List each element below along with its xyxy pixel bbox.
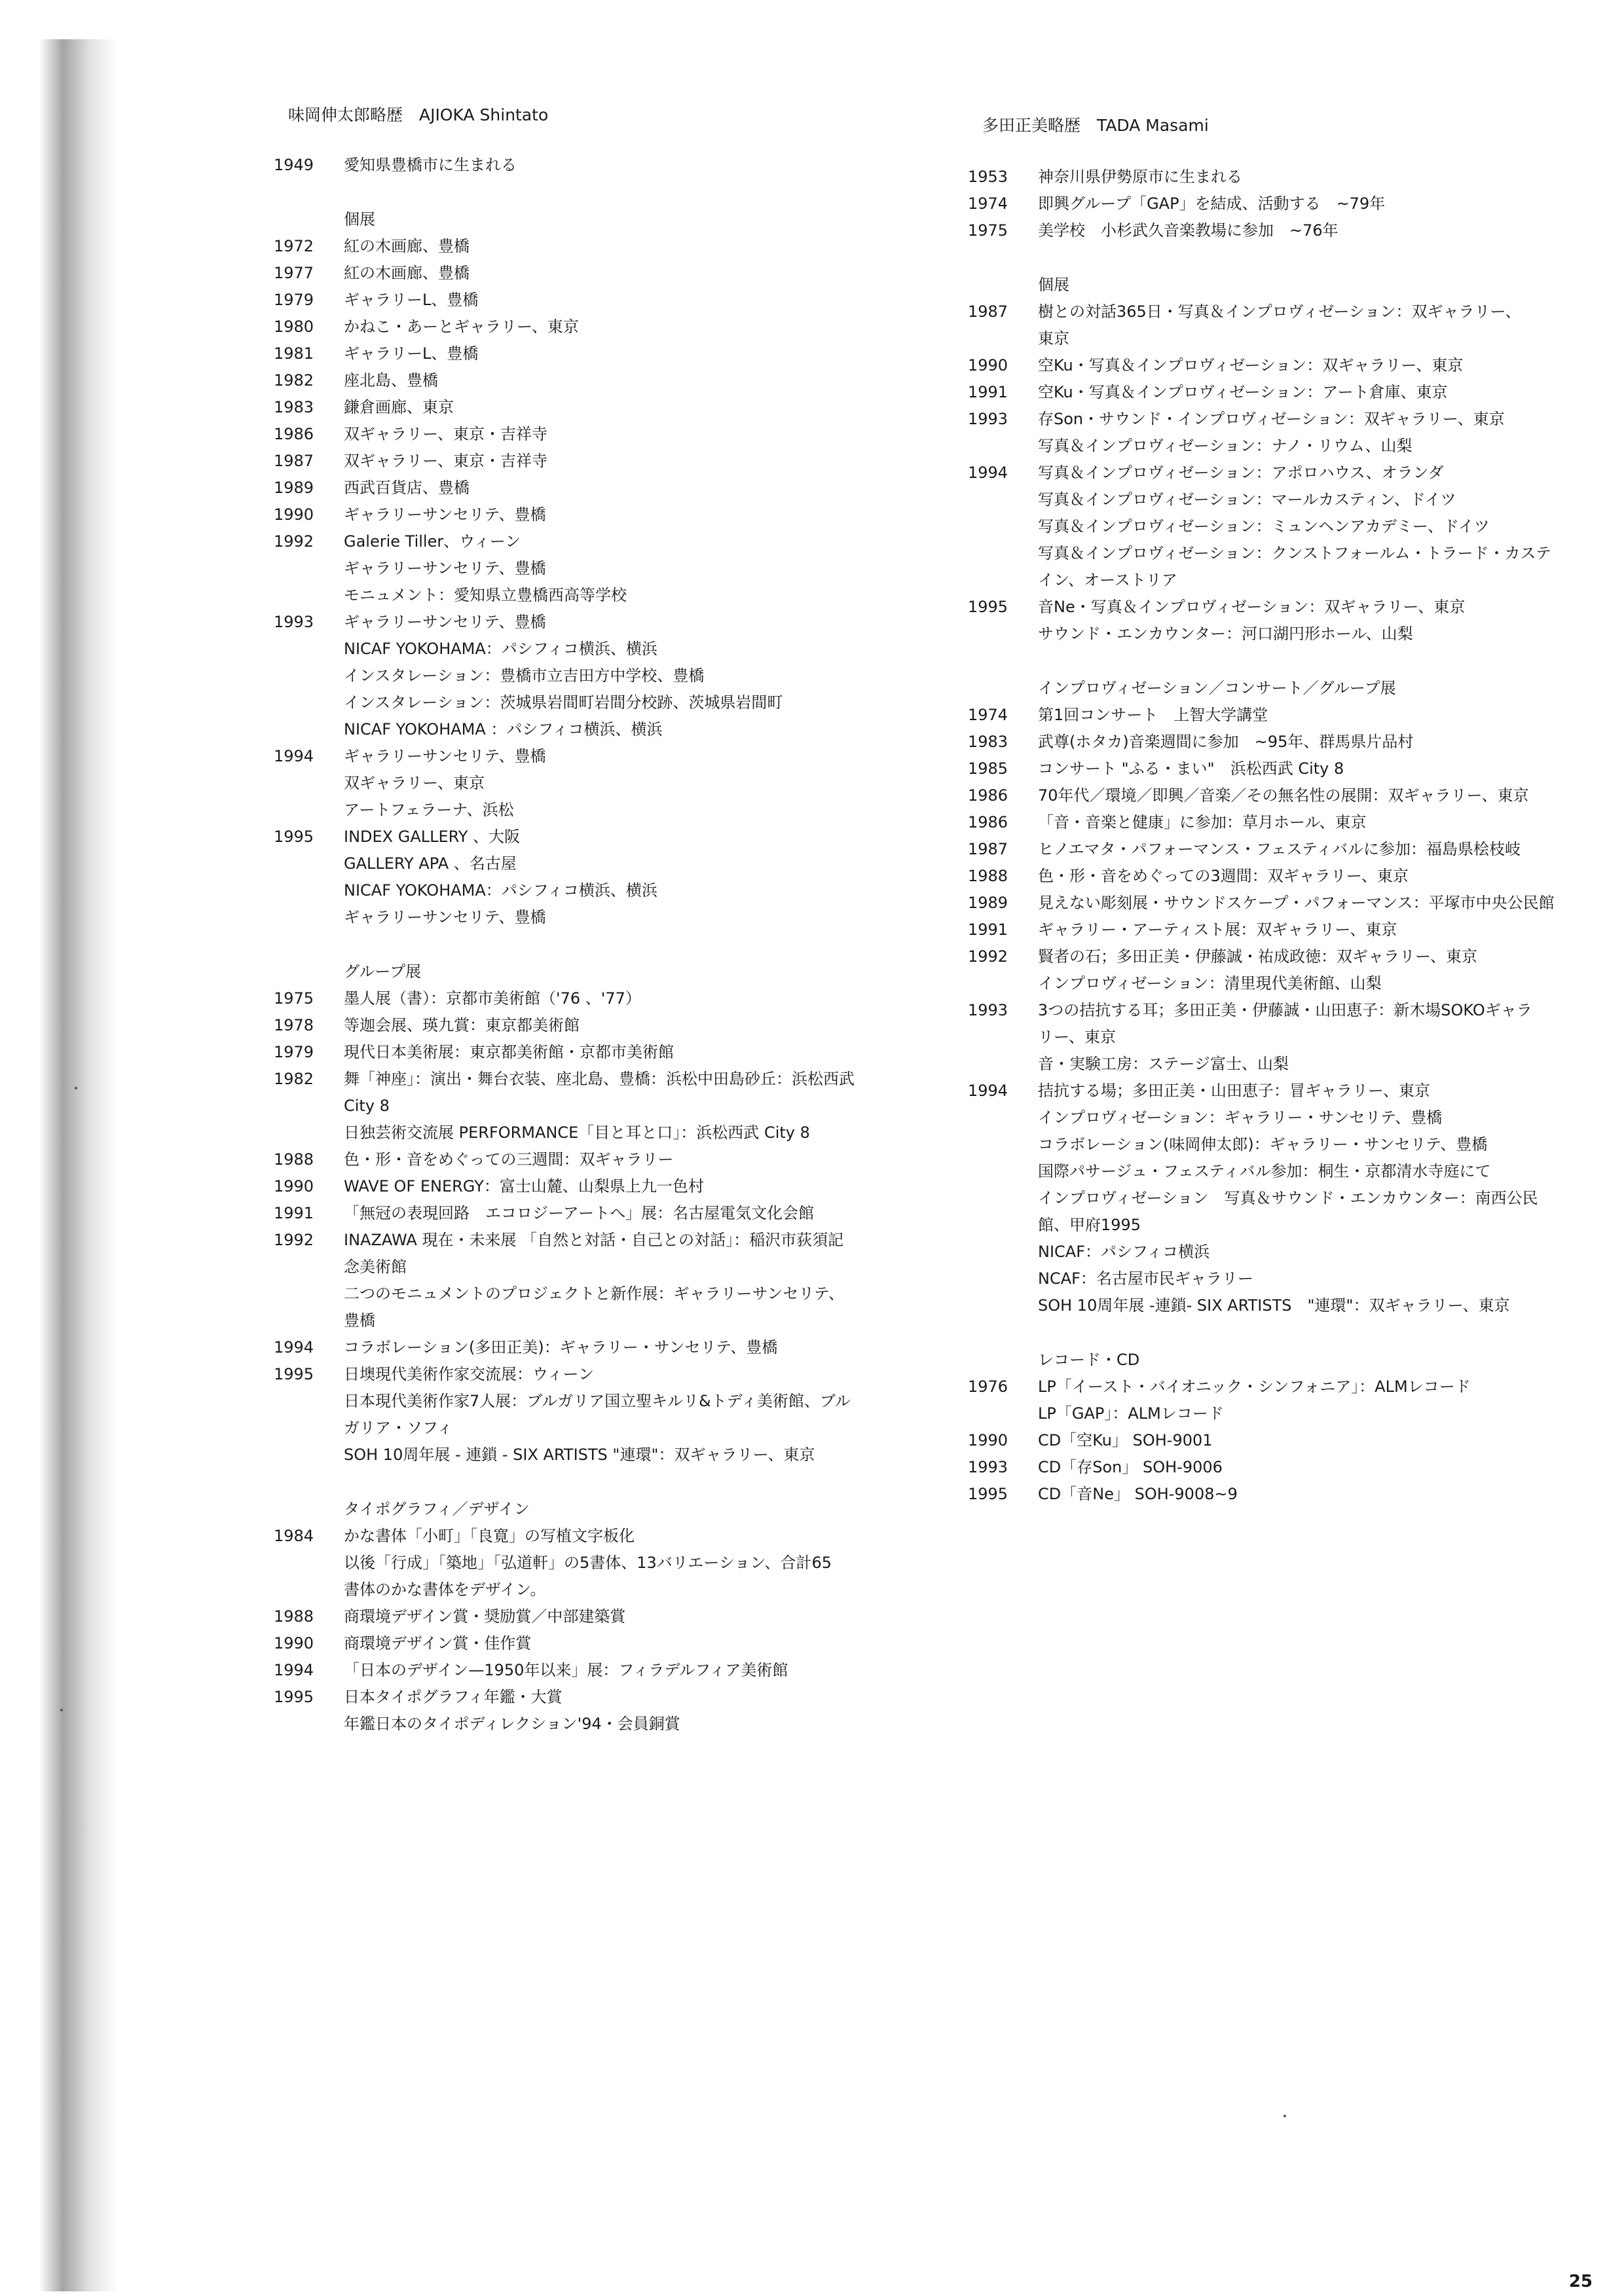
bio-entry (963, 352, 1617, 379)
bio-entry (268, 1684, 923, 1738)
entry-year: 1993 (274, 613, 314, 631)
bio-entry (268, 394, 923, 421)
section-heading: タイポグラフィ／デザイン (344, 1500, 530, 1518)
entry-lines (344, 1630, 923, 1657)
bio-section (963, 164, 1617, 244)
entry-line: 愛知県豊橋市に生まれる (344, 156, 517, 174)
bio-entry (963, 217, 1617, 244)
bio-entry (268, 1012, 923, 1039)
entry-line: 3つの拮抗する耳；多田正美・伊藤誠・山田恵子：新木場SOKOギャラ (1038, 1001, 1532, 1019)
entry-lines (344, 743, 923, 824)
entry-year: 1986 (968, 786, 1008, 805)
entry-lines (344, 528, 923, 609)
entry-line: CD「空Ku」 SOH-9001 (1038, 1431, 1213, 1449)
entry-lines (1038, 1454, 1617, 1481)
entry-line: 写真＆インプロヴィゼーション：ミュンヘンアカデミー、ドイツ (1038, 517, 1490, 536)
entry-line: 書体のかな書体をデザイン。 (344, 1580, 546, 1599)
entry-line: アートフェラーナ、浜松 (344, 801, 514, 819)
bio-entry (963, 917, 1617, 943)
entry-lines (344, 1200, 923, 1227)
bio-section (963, 675, 1617, 1319)
entry-line: 等迦会展、瑛九賞：東京都美術館 (344, 1016, 580, 1034)
entry-year: 1981 (274, 344, 314, 363)
section-heading: 個展 (1038, 276, 1069, 294)
entry-line: 第1回コンサート 上智大学講堂 (1038, 706, 1268, 724)
entry-line: 館、甲府1995 (1038, 1216, 1141, 1234)
bio-entry (268, 287, 923, 314)
entry-year: 1975 (968, 221, 1008, 240)
bio-entry (268, 1361, 923, 1468)
bio-entry (963, 943, 1617, 997)
entry-lines (344, 367, 923, 394)
bio-entry (963, 406, 1617, 460)
bio-entry (963, 756, 1617, 782)
bio-section (268, 152, 923, 179)
entry-year: 1993 (968, 1458, 1008, 1476)
entry-lines (344, 1227, 923, 1334)
entry-lines (1038, 997, 1617, 1078)
bio-entry (268, 501, 923, 528)
entry-line: 紅の木画廊、豊橋 (344, 237, 470, 255)
entry-line: インスタレーション：茨城県岩間町岩間分校跡、茨城県岩間町 (344, 693, 783, 712)
entry-lines (344, 314, 923, 340)
entry-year: 1995 (968, 598, 1008, 616)
entry-line: SOH 10周年展 -連鎖- SIX ARTISTS "連環"：双ギャラリー、東京 (1038, 1296, 1510, 1315)
entry-line: インプロヴィゼーション：清里現代美術館、山梨 (1038, 974, 1382, 993)
bio-entry (963, 1427, 1617, 1454)
entry-line: コラボレーション(味岡伸太郎)：ギャラリー・サンセリテ、豊橋 (1038, 1135, 1488, 1154)
entry-year: 1974 (968, 194, 1008, 213)
entry-lines (1038, 1078, 1617, 1319)
bio-entry (268, 233, 923, 260)
entry-lines (1038, 863, 1617, 890)
entry-lines (344, 1657, 923, 1684)
bio-entry (268, 314, 923, 340)
bio-entry (963, 782, 1617, 809)
entry-line: 武尊(ホタカ)音楽週間に参加 ~95年、群馬県片品村 (1038, 733, 1414, 751)
entry-lines (344, 340, 923, 367)
entry-year: 1953 (968, 168, 1008, 186)
bio-entry (963, 379, 1617, 406)
entry-year: 1989 (274, 479, 314, 497)
entry-year: 1986 (968, 813, 1008, 831)
entry-year: 1988 (274, 1150, 314, 1169)
bio-entry (268, 367, 923, 394)
entry-line: 音Ne・写真＆インプロヴィゼーション：双ギャラリー、東京 (1038, 598, 1466, 616)
entry-lines (344, 1684, 923, 1738)
entry-year: 1990 (968, 1431, 1008, 1449)
entry-year: 1994 (274, 1661, 314, 1679)
bio-entry (268, 448, 923, 475)
entry-lines (1038, 809, 1617, 836)
bio-entry (268, 421, 923, 448)
entry-line: NICAF YOKOHAMA ：パシフィコ横浜、横浜 (344, 720, 663, 738)
entry-year: 1995 (968, 1485, 1008, 1503)
entry-lines (344, 501, 923, 528)
bio-entry (268, 340, 923, 367)
entry-line: NICAF：パシフィコ横浜 (1038, 1243, 1210, 1261)
entry-lines (344, 421, 923, 448)
entry-year: 1991 (968, 920, 1008, 939)
entry-line: 双ギャラリー、東京・吉祥寺 (344, 452, 548, 470)
entry-line: City 8 (344, 1097, 390, 1115)
entry-lines (344, 287, 923, 314)
bio-entry (963, 1374, 1617, 1427)
bio-entry (268, 1066, 923, 1146)
entry-year: 1988 (968, 867, 1008, 885)
scan-shadow-edge (39, 39, 118, 2291)
entry-lines (344, 394, 923, 421)
entry-line: CD「存Son」 SOH-9006 (1038, 1458, 1223, 1476)
entry-line: NCAF：名古屋市民ギャラリー (1038, 1269, 1253, 1288)
entry-year: 1993 (968, 1001, 1008, 1019)
entry-lines (344, 609, 923, 743)
bio-entry (268, 1200, 923, 1227)
entry-lines (344, 1334, 923, 1361)
entry-line: 日本タイポグラフィ年鑑・大賞 (344, 1688, 563, 1706)
entry-year: 1989 (968, 894, 1008, 912)
entry-year: 1988 (274, 1607, 314, 1626)
entry-year: 1994 (968, 1082, 1008, 1100)
entry-line: WAVE OF ENERGY：富士山麓、山梨県上九一色村 (344, 1177, 704, 1195)
entry-line: 鎌倉画廊、東京 (344, 398, 454, 416)
section-heading: インプロヴィゼーション／コンサート／グループ展 (1038, 679, 1396, 697)
entry-year: 1979 (274, 1043, 314, 1061)
bio-entry (963, 460, 1617, 594)
entry-year: 1978 (274, 1016, 314, 1034)
tada-biography-title: 多田正美略歴 TADA Masami (982, 116, 1209, 135)
bio-section (963, 1347, 1617, 1508)
bio-entry (268, 1523, 923, 1603)
entry-line: 舞「神座」：演出・舞台衣装、座北島、豊橋：浜松中田島砂丘：浜松西武 (344, 1070, 855, 1088)
entry-line: Galerie Tiller、ウィーン (344, 532, 521, 551)
entry-line: サウンド・エンカウンター：河口湖円形ホール、山梨 (1038, 625, 1413, 643)
entry-line: 国際パサージュ・フェスティバル参加：桐生・京都清水寺庭にて (1038, 1162, 1491, 1180)
bio-entry (963, 594, 1617, 647)
bio-entry (268, 824, 923, 931)
entry-line: 日独芸術交流展 PERFORMANCE「目と耳と口」：浜松西武 City 8 (344, 1123, 810, 1142)
entry-lines (1038, 406, 1617, 460)
entry-line: ヒノエマタ・パフォーマンス・フェスティバルに参加：福島県桧枝岐 (1038, 840, 1521, 858)
entry-line: 賢者の石；多田正美・伊藤誠・祐成政徳：双ギャラリー、東京 (1038, 947, 1478, 966)
entry-line: ギャラリーサンセリテ、豊橋 (344, 908, 546, 926)
entry-lines (1038, 594, 1617, 647)
bio-entry (963, 809, 1617, 836)
bio-entry (268, 528, 923, 609)
entry-lines (1038, 217, 1617, 244)
bio-entry (963, 299, 1617, 352)
entry-lines (1038, 943, 1617, 997)
entry-lines (344, 1603, 923, 1630)
bio-entry (963, 729, 1617, 756)
entry-lines (1038, 1374, 1617, 1427)
entry-year: 1987 (968, 840, 1008, 858)
entry-line: インプロヴィゼーション：ギャラリー・サンセリテ、豊橋 (1038, 1108, 1443, 1127)
scan-speck (60, 1709, 63, 1711)
entry-line: モニュメント：愛知県立豊橋西高等学校 (344, 586, 627, 604)
entry-line: 双ギャラリー、東京・吉祥寺 (344, 425, 548, 443)
bio-entry (268, 743, 923, 824)
entry-line: 写真＆インプロヴィゼーション：マールカスティン、ドイツ (1038, 490, 1456, 509)
bio-entry (963, 1078, 1617, 1319)
entry-line: 存Son・サウンド・インプロヴィゼーション：双ギャラリー、東京 (1038, 410, 1505, 428)
entry-line: ギャラリーサンセリテ、豊橋 (344, 559, 546, 577)
entry-line: ギャラリー・アーティスト展：双ギャラリー、東京 (1038, 920, 1397, 939)
entry-year: 1995 (274, 828, 314, 846)
entry-line: 拮抗する場；多田正美・山田恵子：冒ギャラリー、東京 (1038, 1082, 1431, 1100)
entry-line: 70年代／環境／即興／音楽／その無名性の展開：双ギャラリー、東京 (1038, 786, 1529, 805)
entry-line: 神奈川県伊勢原市に生まれる (1038, 168, 1242, 186)
bio-entry (268, 475, 923, 501)
entry-lines (1038, 379, 1617, 406)
entry-lines (344, 1039, 923, 1066)
entry-lines (1038, 460, 1617, 594)
entry-lines (344, 233, 923, 260)
entry-lines (1038, 1427, 1617, 1454)
entry-year: 1990 (274, 1177, 314, 1195)
entry-line: コラボレーション(多田正美)：ギャラリー・サンセリテ、豊橋 (344, 1338, 778, 1357)
entry-line: ギャラリーサンセリテ、豊橋 (344, 613, 546, 631)
entry-year: 1987 (968, 302, 1008, 321)
entry-year: 1993 (968, 410, 1008, 428)
entry-line: 現代日本美術展：東京都美術館・京都市美術館 (344, 1043, 674, 1061)
entry-lines (1038, 164, 1617, 191)
bio-entry (268, 1630, 923, 1657)
bio-entry (963, 191, 1617, 217)
bio-entry (268, 1603, 923, 1630)
entry-line: 「無冠の表現回路 エコロジーアートへ」展：名古屋電気文化会館 (344, 1204, 815, 1222)
bio-entry (963, 164, 1617, 191)
entry-line: 東京 (1038, 329, 1069, 348)
entry-line: かな書体「小町」「良寛」の写植文字板化 (344, 1527, 635, 1545)
scan-speck (75, 1087, 77, 1089)
entry-line: LP「GAP」：ALMレコード (1038, 1404, 1224, 1423)
entry-line: 空Ku・写真＆インプロヴィゼーション：双ギャラリー、東京 (1038, 356, 1464, 374)
entry-line: ガリア・ソフィ (344, 1419, 453, 1437)
entry-line: インプロヴィゼーション 写真＆サウンド・エンカウンター：南西公民 (1038, 1189, 1538, 1207)
entry-line: INDEX GALLERY 、大阪 (344, 828, 521, 846)
entry-year: 1992 (968, 947, 1008, 966)
entry-line: CD「音Ne」 SOH-9008~9 (1038, 1485, 1238, 1503)
entry-year: 1987 (274, 452, 314, 470)
entry-lines (344, 1361, 923, 1468)
entry-year: 1949 (274, 156, 314, 174)
entry-lines (344, 152, 923, 179)
entry-year: 1975 (274, 989, 314, 1008)
entry-lines (344, 1173, 923, 1200)
entry-line: 商環境デザイン賞・奨励賞／中部建築賞 (344, 1607, 626, 1626)
entry-line: 写真＆インプロヴィゼーション：ナノ・リウム、山梨 (1038, 437, 1412, 455)
page-number: 25 (1568, 2272, 1593, 2291)
entry-line: GALLERY APA 、名古屋 (344, 854, 517, 873)
entry-lines (1038, 890, 1617, 917)
entry-line: 紅の木画廊、豊橋 (344, 264, 470, 282)
entry-year: 1977 (274, 264, 314, 282)
entry-line: ギャラリーL、豊橋 (344, 344, 479, 363)
entry-line: 美学校 小杉武久音楽教場に参加 ~76年 (1038, 221, 1338, 240)
entry-line: 座北島、豊橋 (344, 371, 438, 390)
bio-section (268, 206, 923, 931)
bio-entry (268, 260, 923, 287)
scan-speck (1283, 2115, 1286, 2117)
entry-lines (1038, 299, 1617, 352)
bio-section (963, 272, 1617, 647)
entry-year: 1995 (274, 1365, 314, 1383)
entry-line: INAZAWA 現在・未来展 「自然と対話・自己との対話」：稲沢市荻須記 (344, 1231, 844, 1249)
bio-entry (963, 702, 1617, 729)
bio-entry (268, 609, 923, 743)
entry-line: 豊橋 (344, 1311, 375, 1330)
bio-entry (963, 1454, 1617, 1481)
entry-line: 色・形・音をめぐっての三週間：双ギャラリー (344, 1150, 674, 1169)
bio-section (268, 1496, 923, 1738)
entry-line: かねこ・あーとギャラリー、東京 (344, 318, 580, 336)
entry-year: 1983 (968, 733, 1008, 751)
entry-line: 音・実験工房：ステージ富士、山梨 (1038, 1055, 1289, 1073)
entry-year: 1995 (274, 1688, 314, 1706)
entry-line: リー、東京 (1038, 1028, 1116, 1046)
entry-year: 1991 (968, 383, 1008, 401)
entry-line: インスタレーション：豊橋市立吉田方中学校、豊橋 (344, 666, 705, 685)
bio-entry (268, 1146, 923, 1173)
entry-line: ギャラリーL、豊橋 (344, 291, 479, 309)
entry-lines (1038, 782, 1617, 809)
entry-line: 双ギャラリー、東京 (344, 774, 485, 792)
bio-entry (963, 1481, 1617, 1508)
bio-entry (268, 1657, 923, 1684)
entry-line: 日墺現代美術作家交流展：ウィーン (344, 1365, 595, 1383)
entry-year: 1976 (968, 1377, 1008, 1396)
bio-entry (268, 1334, 923, 1361)
entry-year: 1992 (274, 532, 314, 551)
entry-line: 西武百貨店、豊橋 (344, 479, 470, 497)
entry-lines (344, 1066, 923, 1146)
entry-lines (1038, 729, 1617, 756)
bio-entry (268, 152, 923, 179)
entry-year: 1974 (968, 706, 1008, 724)
section-heading: 個展 (344, 210, 375, 228)
tada-sections (963, 164, 1617, 1535)
bio-entry (268, 1173, 923, 1200)
bio-entry (963, 997, 1617, 1078)
entry-line: 即興グループ「GAP」を結成、活動する ~79年 (1038, 194, 1386, 213)
bio-section (268, 958, 923, 1468)
entry-line: 樹との対話365日・写真＆インプロヴィゼーション：双ギャラリー、 (1038, 302, 1521, 321)
bio-entry (268, 1039, 923, 1066)
entry-year: 1992 (274, 1231, 314, 1249)
entry-year: 1979 (274, 291, 314, 309)
entry-line: 念美術館 (344, 1258, 407, 1276)
entry-line: 日本現代美術作家7人展：ブルガリア国立聖キルリ&トディ美術館、ブル (344, 1392, 851, 1410)
entry-line: イン、オーストリア (1038, 571, 1177, 589)
entry-year: 1990 (274, 1634, 314, 1652)
entry-lines (344, 1146, 923, 1173)
entry-lines (344, 1523, 923, 1603)
entry-year: 1994 (274, 747, 314, 765)
entry-year: 1991 (274, 1204, 314, 1222)
entry-line: 色・形・音をめぐっての3週間：双ギャラリー、東京 (1038, 867, 1409, 885)
entry-line: 商環境デザイン賞・佳作賞 (344, 1634, 532, 1652)
entry-line: NICAF YOKOHAMA：パシフィコ横浜、横浜 (344, 881, 657, 900)
entry-lines (1038, 917, 1617, 943)
entry-year: 1983 (274, 398, 314, 416)
entry-line: ギャラリーサンセリテ、豊橋 (344, 505, 546, 524)
entry-year: 1982 (274, 1070, 314, 1088)
ajioka-sections (268, 152, 923, 1765)
entry-lines (1038, 191, 1617, 217)
entry-year: 1990 (968, 356, 1008, 374)
entry-line: ギャラリーサンセリテ、豊橋 (344, 747, 546, 765)
entry-year: 1984 (274, 1527, 314, 1545)
bio-entry (963, 890, 1617, 917)
entry-lines (1038, 352, 1617, 379)
entry-year: 1972 (274, 237, 314, 255)
entry-line: 年鑑日本のタイポディレクション'94・会員銅賞 (344, 1715, 680, 1733)
entry-lines (1038, 1481, 1617, 1508)
entry-year: 1994 (274, 1338, 314, 1357)
entry-line: 墨人展（書）：京都市美術館（'76 、'77） (344, 989, 641, 1008)
section-heading: レコード・CD (1038, 1351, 1140, 1369)
bio-entry (268, 985, 923, 1012)
entry-line: NICAF YOKOHAMA：パシフィコ横浜、横浜 (344, 640, 657, 658)
entry-year: 1985 (968, 759, 1008, 778)
entry-lines (1038, 756, 1617, 782)
ajioka-biography-title: 味岡伸太郎略歴 AJIOKA Shintato (288, 105, 549, 124)
entry-line: 「日本のデザイン—1950年以来」展：フィラデルフィア美術館 (344, 1661, 788, 1679)
entry-year: 1990 (274, 505, 314, 524)
bio-entry (268, 1227, 923, 1334)
entry-year: 1982 (274, 371, 314, 390)
entry-line: SOH 10周年展 - 連鎖 - SIX ARTISTS "連環"：双ギャラリー、東京 (344, 1446, 815, 1464)
bio-entry (963, 863, 1617, 890)
entry-line: 以後「行成」「築地」「弘道軒」の5書体、13バリエーション、合計65 (344, 1554, 832, 1572)
entry-lines (344, 475, 923, 501)
entry-line: 写真＆インプロヴィゼーション：クンストフォールム・トラード・カステ (1038, 544, 1552, 562)
bio-entry (963, 836, 1617, 863)
entry-line: コンサート "ふる・まい" 浜松西武 City 8 (1038, 759, 1344, 778)
entry-lines (344, 260, 923, 287)
entry-line: 写真＆インプロヴィゼーション：アポロハウス、オランダ (1038, 464, 1444, 482)
entry-line: 空Ku・写真＆インプロヴィゼーション：アート倉庫、東京 (1038, 383, 1448, 401)
entry-lines (344, 824, 923, 931)
entry-lines (344, 448, 923, 475)
entry-lines (1038, 836, 1617, 863)
entry-lines (1038, 702, 1617, 729)
entry-year: 1980 (274, 318, 314, 336)
entry-lines (344, 985, 923, 1012)
entry-line: LP「イースト・バイオニック・シンフォニア」：ALMレコード (1038, 1377, 1471, 1396)
entry-line: 見えない彫刻展・サウンドスケープ・パフォーマンス：平塚市中央公民館 (1038, 894, 1555, 912)
entry-line: 「音・音楽と健康」に参加：草月ホール、東京 (1038, 813, 1367, 831)
entry-year: 1986 (274, 425, 314, 443)
entry-lines (344, 1012, 923, 1039)
entry-line: 二つのモニュメントのプロジェクトと新作展：ギャラリーサンセリテ、 (344, 1285, 845, 1303)
entry-year: 1994 (968, 464, 1008, 482)
section-heading: グループ展 (344, 962, 422, 981)
